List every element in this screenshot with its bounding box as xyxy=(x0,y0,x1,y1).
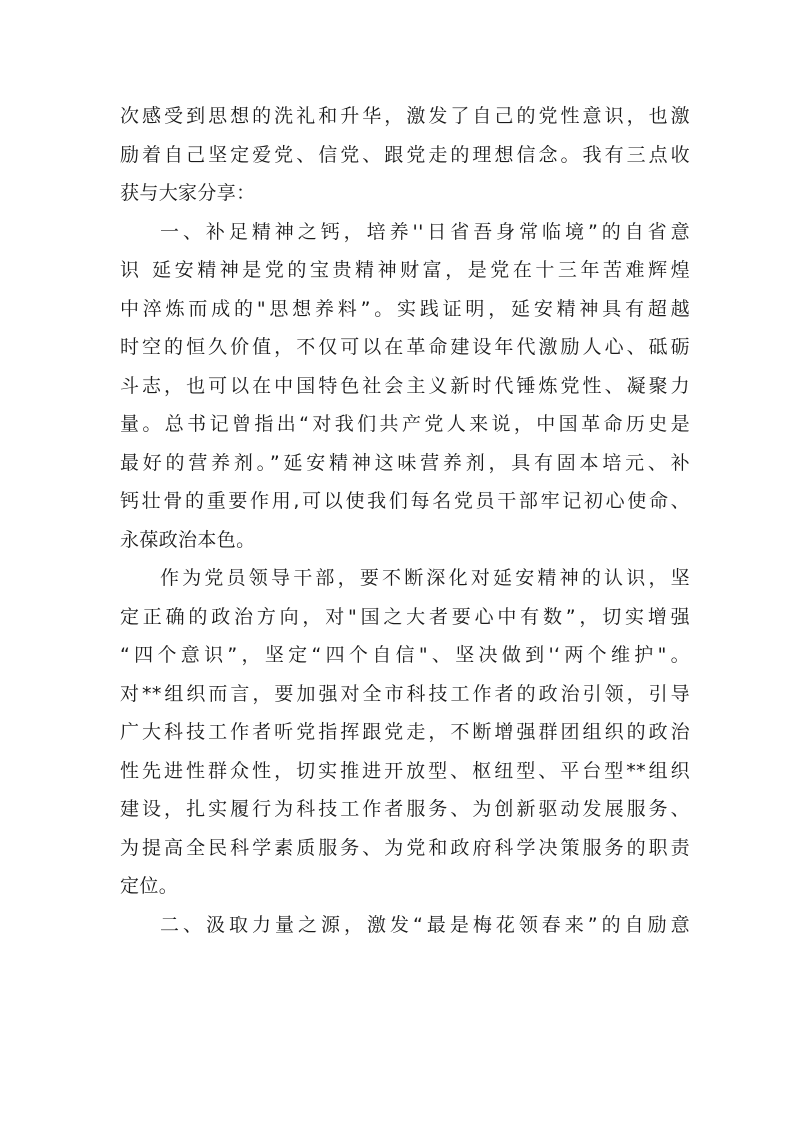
section-heading-line: 一、补足精神之钙，培养''日省吾身常临境”的自省意 xyxy=(160,220,690,243)
paragraph-start-line: 作为党员领导干部，要不断深化对延安精神的认识，坚 xyxy=(160,567,690,589)
text-line: 励着自己坚定爱党、信党、跟党走的理想信念。我有三点收 xyxy=(120,143,690,166)
text-line: 广大科技工作者听党指挥跟党走，不断增强群团组织的政治 xyxy=(120,721,690,743)
text-line: 量。总书记曾指出“对我们共产党人来说，中国革命历史是 xyxy=(120,413,690,435)
text-line: 时空的恒久价值，不仅可以在革命建设年代激励人心、砥砺 xyxy=(120,336,690,358)
text-line: 对**组织而言，要加强对全市科技工作者的政治引领，引导 xyxy=(120,682,690,705)
text-line: 获与大家分享： xyxy=(120,182,256,204)
text-line: 定正确的政治方向，对"国之大者要心中有数”，切实增强 xyxy=(120,605,690,628)
body-text xyxy=(120,97,690,944)
text-line: 最好的营养剂。”延安精神这味营养剂，具有固本培元、补 xyxy=(120,451,690,474)
text-line: 建设，扎实履行为科技工作者服务、为创新驱动发展服务、 xyxy=(120,798,690,820)
text-line: 次感受到思想的洗礼和升华，激发了自己的党性意识，也激 xyxy=(120,105,690,127)
text-line: 定位。 xyxy=(120,875,179,897)
section-heading-line: 二、汲取力量之源，激发“最是梅花领春来”的自励意 xyxy=(160,913,690,936)
text-line: 斗志，也可以在中国特色社会主义新时代锤炼党性、凝聚力 xyxy=(120,374,690,397)
text-line: 为提高全民科学素质服务、为党和政府科学决策服务的职责 xyxy=(120,836,690,859)
text-line: 识 延安精神是党的宝贵精神财富，是党在十三年苦难辉煌 xyxy=(120,259,690,281)
text-line: “四个意识”，坚定“四个自信"、坚决做到'‘两个维护"。 xyxy=(120,644,690,666)
text-line: 性先进性群众性，切实推进开放型、枢纽型、平台型**组织 xyxy=(120,759,690,782)
text-line: 永葆政治本色。 xyxy=(120,528,256,551)
text-line: 中淬炼而成的"思想养料”。实践证明，延安精神具有超越 xyxy=(120,297,690,320)
text-line: 钙壮骨的重要作用,可以使我们每名党员干部牢记初心使命、 xyxy=(120,490,690,512)
